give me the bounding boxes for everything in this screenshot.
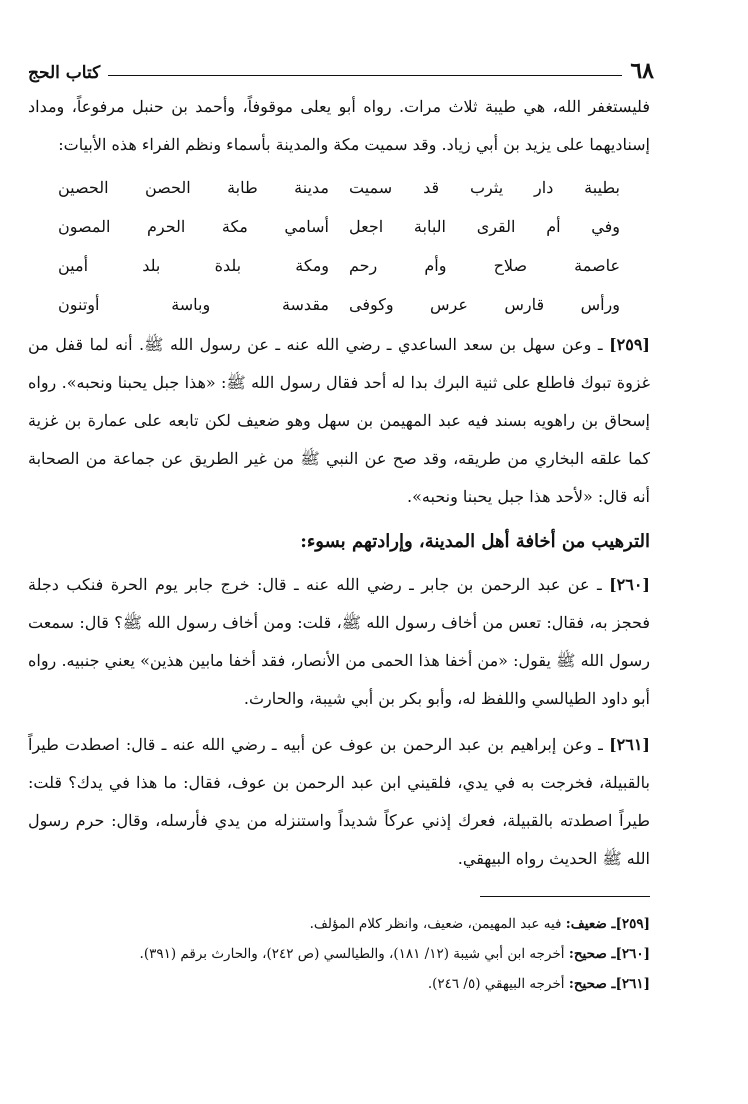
footnote-text: أخرجه البيهقي (٥/ ٢٤٦). [427, 976, 569, 992]
footnote-text: فيه عبد المهيمن، ضعيف، وانظر كلام المؤلف. [309, 916, 566, 932]
page-header [28, 52, 654, 82]
footnote-grade: ـ صحيح: [568, 946, 616, 962]
footnote-number: [٢٦٠] [615, 946, 650, 962]
paragraph-spacer [28, 718, 650, 726]
footnotes [28, 909, 650, 999]
verse-line: وفي أم القرى البابة اجعل [349, 217, 620, 236]
page-number: ٦٨ [630, 58, 654, 84]
verse-line: مدينة طابة الحصن الحصين [58, 178, 329, 197]
hadith-number: [٢٥٩] [609, 335, 650, 354]
book-title: كتاب الحج [28, 63, 101, 83]
footnote-text: أخرجه ابن أبي شيبة (١٢/ ١٨١)، والطيالسي (ص ٢٤٢)، والحارث برقم (٣٩١). [139, 946, 569, 962]
verse-line: أسامي مكة الحرم المصون [58, 217, 329, 236]
verse-line: ورأس قارس عرس وكوفى [349, 295, 620, 314]
hadith-number: [٢٦٠] [609, 575, 650, 594]
header-rule [108, 75, 622, 76]
verse-line: بطيبة دار يثرب قد سميت [349, 178, 620, 197]
footnote-item [28, 969, 650, 999]
hadith-text: ـ وعن إبراهيم بن عبد الرحمن بن عوف عن أبيه ـ رضي الله عنه ـ قال: اصطدت طيراً بالقبيلة، فخرجت به في يدي، فلقيني ابن عبد الرحمن بن عوف، فقال: ما هذا في يدك؟ قلت: طيراً اصطدته بالقبيلة، فعرك إذني عركاً شديداً واستنزله من يدي فأرسله، وقال: حرم رسول الله ﷺ الحديث رواه البيهقي. [28, 735, 650, 868]
footnote-number: [٢٦١] [615, 976, 650, 992]
verse-line: مقدسة وباسة أوتنون [58, 295, 329, 314]
intro-paragraph: فليستغفر الله، هي طيبة ثلاث مرات. رواه أبو يعلى موقوفاً، وأحمد بن حنبل مرفوعاً، ومداد إسناديهما على يزيد بن أبي زياد. وقد سميت مكة والمدينة بأسماء ونظم الفراء هذه الأبيات: [28, 97, 650, 154]
hadith-259 [28, 326, 650, 516]
hadith-number: [٢٦١] [609, 735, 650, 754]
footnote-item [28, 909, 650, 939]
footnote-grade: ـ ضعيف: [565, 916, 616, 932]
footnote-item [28, 939, 650, 969]
poem-verses [58, 168, 620, 324]
footnote-grade: ـ صحيح: [568, 976, 616, 992]
hadith-text: ـ وعن سهل بن سعد الساعدي ـ رضي الله عنه ـ عن رسول الله ﷺ. أنه لما قفل من غزوة تبوك فاطلع على ثنية البرك بدا له أحد فقال رسول الله ﷺ: «هذا جبل يحبنا ونحبه». رواه إسحاق بن راهويه بسند فيه عبد المهيمن بن سهل وهو ضعيف لكن تابعه على عمارة بن غزية كما علقه البخاري من طريقه، وقد صح عن النبي ﷺ من غير الطريق عن جماعة من الصحابة أنه قال: «لأحد هذا جبل يحبنا ونحبه». [28, 335, 650, 506]
hadith-text: ـ عن عبد الرحمن بن جابر ـ رضي الله عنه ـ قال: خرج جابر يوم الحرة فنكب دجلة فحجز به، فقال: تعس من أخاف رسول الله ﷺ، قلت: ومن أخاف رسول الله ﷺ؟ قال: سمعت رسول الله ﷺ يقول: «من أخفا هذا الحمى من الأنصار، فقد أخفا مابين هذين» يعني جنبيه. رواه أبو داود الطيالسي واللفظ له، وأبو بكر بن أبي شيبة، والحارث. [28, 575, 650, 708]
hadith-261 [28, 726, 650, 878]
verse-line: عاصمة صلاح وأم رحم [349, 256, 620, 275]
footnote-number: [٢٥٩] [615, 916, 650, 932]
hadith-260 [28, 566, 650, 718]
section-heading: الترهيب من أخافة أهل المدينة، وإرادتهم بسوء: [300, 531, 650, 552]
verse-line: ومكة بلدة بلد أمين [58, 256, 329, 275]
footnote-separator [480, 896, 650, 897]
